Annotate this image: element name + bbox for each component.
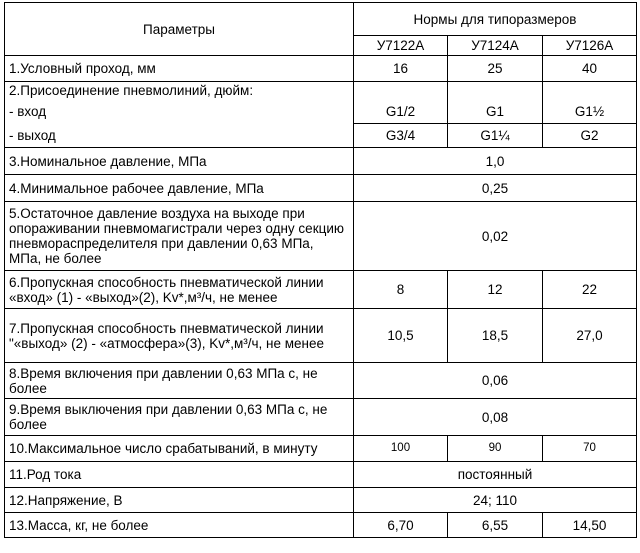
param-value: 16: [354, 56, 448, 82]
param-value: G3/4: [354, 124, 448, 148]
param-value: 40: [543, 56, 637, 82]
param-label: 2.Присоединение пневмолиний, дюйм:: [5, 82, 354, 100]
param-label: 11.Род тока: [5, 462, 354, 488]
table-row: [5, 462, 637, 488]
param-label: 1.Условный проход, мм: [5, 56, 354, 82]
table-row: [5, 309, 637, 363]
table-row: [5, 100, 637, 124]
param-value: G1/2: [354, 100, 448, 124]
table-row: [5, 82, 637, 100]
param-label: 12.Напряжение, В: [5, 488, 354, 513]
table-row: [5, 399, 637, 436]
param-label: 4.Минимальное рабочее давление, МПа: [5, 175, 354, 202]
param-value: 6,55: [448, 513, 543, 538]
table-row: [5, 56, 637, 82]
param-label: 3.Номинальное давление, МПа: [5, 148, 354, 175]
param-value: 0,02: [354, 202, 637, 271]
param-value: 100: [354, 436, 448, 462]
table-row: [5, 175, 637, 202]
param-value: G1¼: [448, 124, 543, 148]
param-value: G1½: [543, 100, 637, 124]
table-row: [5, 148, 637, 175]
param-value: 70: [543, 436, 637, 462]
param-value: 0,25: [354, 175, 637, 202]
table-row: [5, 488, 637, 513]
param-value: G1: [448, 100, 543, 124]
param-value: 90: [448, 436, 543, 462]
param-value: 25: [448, 56, 543, 82]
param-value: 27,0: [543, 309, 637, 363]
param-label: 7.Пропускная способность пневматической линии "«выход» (2) - «атмосфера»(3), Kv*,м³/ч, не менее: [5, 309, 354, 363]
table-row: [5, 202, 637, 271]
param-value: 1,0: [354, 148, 637, 175]
specification-table: [4, 2, 637, 538]
param-label: 13.Масса, кг, не более: [5, 513, 354, 538]
model-header: У7122А: [354, 36, 448, 56]
param-label: 6.Пропускная способность пневматической линии «вход» (1) - «выход»(2), Kv*,м³/ч, не менее: [5, 271, 354, 309]
param-value: 22: [543, 271, 637, 309]
param-value: 24; 110: [354, 488, 637, 513]
param-value: 10,5: [354, 309, 448, 363]
param-value: 12: [448, 271, 543, 309]
param-label: 8.Время включения при давлении 0,63 МПа с, не более: [5, 363, 354, 399]
param-value: 0,08: [354, 399, 637, 436]
table-row: [5, 363, 637, 399]
param-label: 5.Остаточное давление воздуха на выходе при опораживании пневмомагистрали через одну секцию пневмораспределителя при давлении 0,63 МПа, МПа, не более: [5, 202, 354, 271]
param-label: 9.Время выключения при давлении 0,63 МПа с, не более: [5, 399, 354, 436]
model-header: У7124А: [448, 36, 543, 56]
header-row: [5, 3, 637, 36]
param-label: 10.Максимальное число срабатываний, в минуту: [5, 436, 354, 462]
table-row: [5, 513, 637, 538]
table-row: [5, 271, 637, 309]
param-sublabel: - выход: [5, 124, 354, 148]
param-value: 8: [354, 271, 448, 309]
norms-header: Нормы для типоразмеров: [354, 3, 637, 36]
param-sublabel: - вход: [5, 100, 354, 124]
table-row: [5, 124, 637, 148]
parameters-header: Параметры: [5, 3, 354, 56]
model-header: У7126А: [543, 36, 637, 56]
param-value: 0,06: [354, 363, 637, 399]
param-value: 18,5: [448, 309, 543, 363]
param-value: G2: [543, 124, 637, 148]
param-value: постоянный: [354, 462, 637, 488]
table-row: [5, 436, 637, 462]
param-value: 14,50: [543, 513, 637, 538]
param-value: 6,70: [354, 513, 448, 538]
